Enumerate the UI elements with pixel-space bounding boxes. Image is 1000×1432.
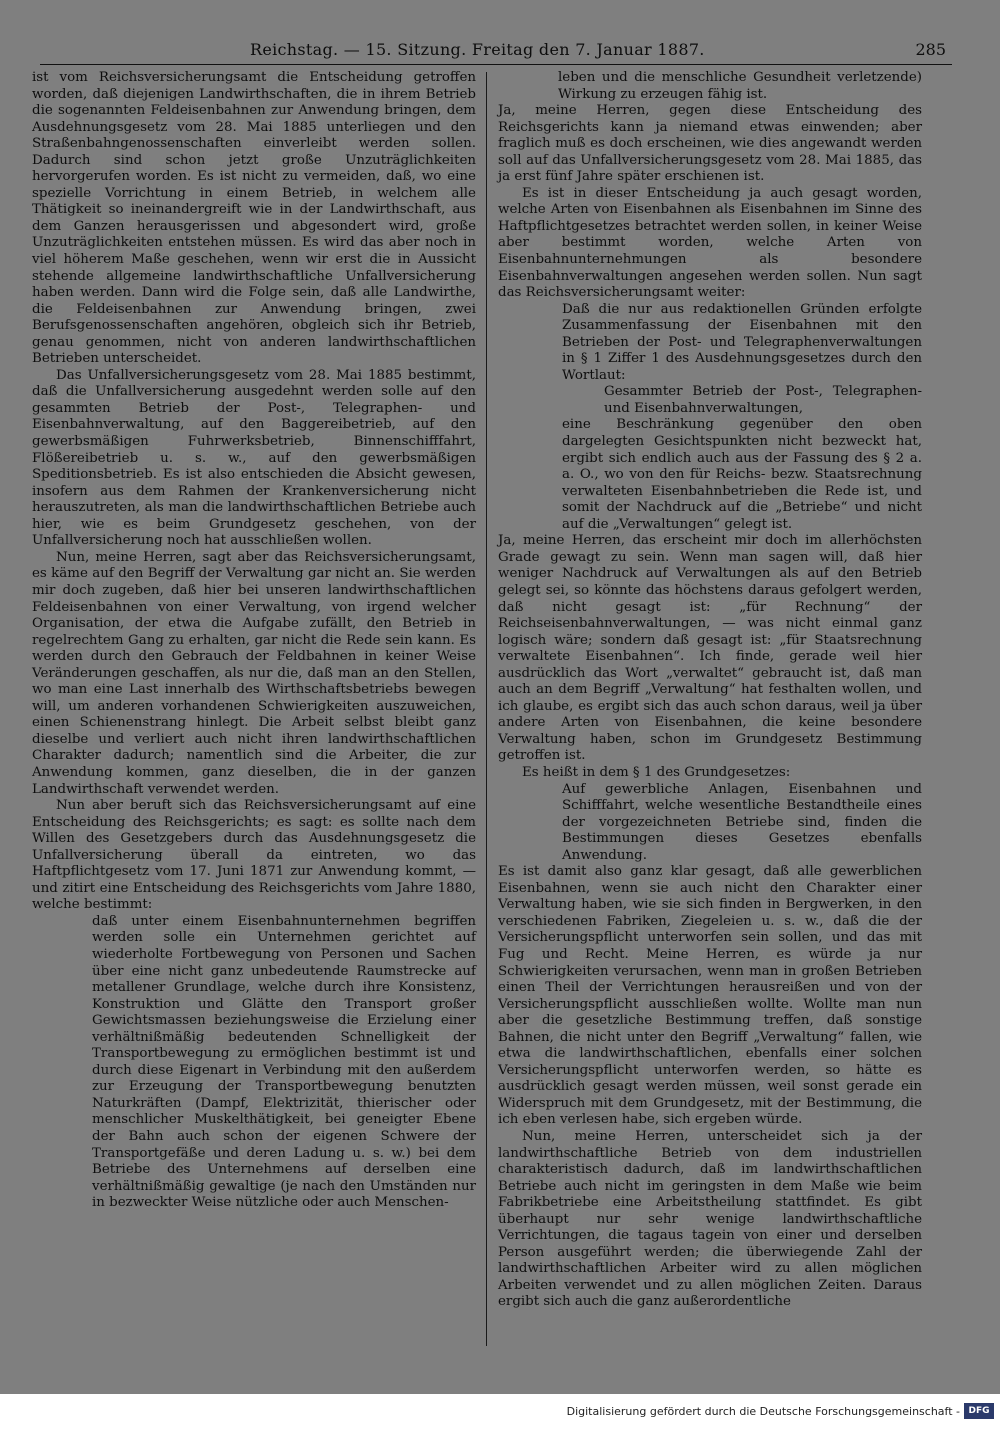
footer-bar <box>0 1394 1000 1432</box>
left-paragraph-3: Nun, meine Herren, sagt aber das Reichsversicherungsamt, es käme auf den Begriff der Verwaltung gar nicht an. Sie werden mir doch zugeben, daß hier bei unseren landwirthschaftlichen Feldeisenbahnen von einer Verwaltung, von irgend welcher Organisation, der etwa die Aufgabe zufällt, den Betrieb in regelrechtem Gang zu erhalten, gar nicht die Rede sein kann. Es werden durch den Gebrauch der Feldbahnen in keiner Weise Veränderungen geschaffen, als nur die, daß man an den Stellen, wo man eine Last innerhalb des Wirthschaftsbetriebs bewegen will, um anderen vorhandenen Schwierigkeiten auszuweichen, einen Schienenstrang hinlegt. Die Arbeit selbst bleibt ganz dieselbe und verliert auch nicht ihren landwirthschaftlichen Charakter dadurch; namentlich sind die Arbeiter, die zur Anwendung kommen, ganz dieselben, die in der ganzen Landwirthschaft verwendet werden. <box>32 549 476 797</box>
column-divider <box>486 72 487 1346</box>
left-paragraph-1: ist vom Reichsversicherungsamt die Entscheidung getroffen worden, daß diejenigen Landwirthschaften, die in ihrem Betrieb die sogenannten Feldeisenbahnen zur Anwendung bringen, dem Ausdehnungsgesetz vom 28. Mai 1885 unterliegen und den Straßenbahngenossenschaften einverleibt werden sollen. Dadurch sind schon jetzt große Unzuträglichkeiten hervorgerufen worden. Es ist nicht zu vermeiden, daß, wo eine spezielle Vorrichtung in einem Betrieb, in welchem alle Thätigkeit so ineinandergreift wie in der Landwirthschaft, aus dem Ganzen herausgerissen und abgesondert wird, große Unzuträglichkeiten entstehen müssen. Es wird das aber noch in viel höherem Maße geschehen, wenn wir erst die in Aussicht stehende allgemeine landwirthschaftliche Unfallversicherung haben werden. Dann wird die Folge sein, daß alle Landwirthe, die Feldeisenbahnen zur Anwendung bringen, zwei Berufsgenossenschaften angehören, obgleich sich ihr Betrieb, genau genommen, nicht von anderen landwirthschaftlichen Betrieben unterscheidet. <box>32 70 476 367</box>
right-quote-continuation: leben und die menschliche Gesundheit verletzende) Wirkung zu erzeugen fähig ist. <box>558 70 922 102</box>
right-paragraph-2: Es ist in dieser Entscheidung ja auch gesagt worden, welche Arten von Eisenbahnen als Eisenbahnen im Sinne des Haftpflichtgesetzes betrachtet werden sollen, in keiner Weise aber bestimmt worden, welche Arten von Eisenbahnunternehmungen als besondere Eisenbahnverwaltungen angesehen werden sollen. Nun sagt das Reichsversicherungsamt weiter: <box>498 185 922 301</box>
dfg-logo: DFG <box>964 1403 994 1419</box>
right-quote-3: Auf gewerbliche Anlagen, Eisenbahnen und Schifffahrt, welche wesentliche Bestandtheile eines der vorgezeichneten Betriebe sind, finden die Bestimmungen dieses Gesetzes ebenfalls Anwendung. <box>562 781 922 863</box>
right-paragraph-3: Ja, meine Herren, das erscheint mir doch im allerhöchsten Grade gewagt zu sein. Wenn man sagen will, daß hier weniger Nachdruck auf Verwaltungen als auf den Betrieb gelegt sei, so könnte das höchstens daraus gefolgert werden, daß nicht gesagt ist: „für Rechnung“ der Reichseisenbahnverwaltungen, — was nicht einmal ganz logisch wäre; sondern daß gesagt ist: „für Staatsrechnung verwaltete Eisenbahnen“. Ich finde, gerade weil hier ausdrücklich das Wort „verwaltet“ gebraucht ist, daß man auch an dem Begriff „Verwaltung“ hat festhalten wollen, und ich glaube, es ergibt sich das auch schon daraus, weil ja über andere Arten von Eisenbahnen, die keine besondere Verwaltung haben, schon im Grundgesetz Bestimmung getroffen ist. <box>498 533 922 764</box>
left-column <box>32 70 476 1212</box>
right-quote-2: eine Beschränkung gegenüber den oben dargelegten Gesichtspunkten nicht bezweckt hat, ergibt sich endlich auch aus der Fassung des § 2 a. a. O., wo von den für Reichs- bezw. Staatsrechnung verwalteten Eisenbahnbetrieben die Rede ist, und somit der Nachdruck auf die „Betriebe“ und nicht auf die „Verwaltungen“ gelegt ist. <box>562 417 922 532</box>
right-quote-1: Daß die nur aus redaktionellen Gründen erfolgte Zusammenfassung der Eisenbahnen mit den Betrieben der Post- und Telegraphenverwaltungen in § 1 Ziffer 1 des Ausdehnungsgesetzes durch den Wortlaut: <box>562 301 922 383</box>
page-header <box>40 36 952 65</box>
right-column <box>498 70 922 1311</box>
right-paragraph-5: Es ist damit also ganz klar gesagt, daß alle gewerblichen Eisenbahnen, wenn sie auch nicht den Charakter einer Verwaltung haben, wie sie sich finden in Bergwerken, in den verschiedenen Fabriken, Ziegeleien u. s. w., daß die der Versicherungspflicht unterworfen sein sollen, und das mit Fug und Recht. Meine Herren, es würde ja nur Schwierigkeiten verursachen, wenn man in großen Betrieben einen Theil der Verrichtungen herausreißen und von der Versicherungspflicht ausschließen wollte. Wollte man nun aber die gesetzliche Bestimmung treffen, daß sonstige Bahnen, die nicht unter den Begriff „Verwaltung“ fallen, wie etwa die landwirthschaftlichen, ebenfalls einer solchen Versicherungspflicht unterworfen werden, so hätte es ausdrücklich gesagt werden müssen, weil sonst gerade ein Widerspruch mit dem Grundgesetz, mit der Bestimmung, die ich eben verlesen habe, sich ergeben würde. <box>498 864 922 1128</box>
dfg-credit: Digitalisierung gefördert durch die Deutsche Forschungsgemeinschaft - <box>566 1405 960 1418</box>
left-paragraph-4: Nun aber beruft sich das Reichsversicherungsamt auf eine Entscheidung des Reichsgerichts; es sagt: es sollte nach dem Willen des Gesetzgebers durch das Ausdehnungsgesetz die Unfallversicherung überall da eintreten, wo das Haftpflichtgesetz vom 17. Juni 1871 zur Anwendung kommt, — und zitirt eine Entscheidung des Reichsgerichts vom Jahre 1880, welche bestimmt: <box>32 798 476 913</box>
left-paragraph-2: Das Unfallversicherungsgesetz vom 28. Mai 1885 bestimmt, daß die Unfallversicherung ausgedehnt werden solle auf den gesammten Betrieb der Post-, Telegraphen- und Eisenbahnverwaltung, auf den Baggereibetrieb, auf den gewerbsmäßigen Fuhrwerksbetrieb, Binnenschifffahrt, Flößereibetrieb u. s. w., auf den gewerbsmäßigen Speditionsbetrieb. Es ist also entschieden die Absicht gewesen, insofern aus dem Rahmen der Krankenversicherung nicht herauszutreten, als man die landwirthschaftlichen Betriebe auch hier, wie es beim Grundgesetz geschehen, von der Unfallversicherung noch hat ausschließen wollen. <box>32 367 476 549</box>
running-title: Reichstag. — 15. Sitzung. Freitag den 7. Januar 1887. <box>250 40 705 59</box>
page-number: 285 <box>915 40 946 59</box>
right-paragraph-4: Es heißt in dem § 1 des Grundgesetzes: <box>522 764 791 780</box>
left-quote-reichsgericht: daß unter einem Eisenbahnunternehmen begriffen werden solle ein Unternehmen gerichtet auf wiederholte Fortbewegung von Personen und Sachen über eine nicht ganz unbedeutende Raumstrecke auf metallener Grundlage, welche durch ihre Konsistenz, Konstruktion und Glätte den Transport großer Gewichtsmassen beziehungsweise die Erzielung einer verhältnißmäßig bedeutenden Schnelligkeit der Transportbewegung zu ermöglichen bestimmt ist und durch diese Eigenart in Verbindung mit den außerdem zur Erzeugung der Transportbewegung benutzten Naturkräften (Dampf, Elektrizität, thierischer oder menschlicher Muskelthätigkeit, bei geneigter Ebene der Bahn auch schon der eigenen Schwere der Transportgefäße und deren Ladung u. s. w.) bei dem Betriebe des Unternehmens auf derselben eine verhältnißmäßig gewaltige (je nach den Umständen nur in bezweckter Weise nützliche oder auch Menschen- <box>92 913 476 1211</box>
right-paragraph-6: Nun, meine Herren, unterscheidet sich ja der landwirthschaftliche Betrieb von dem industriellen charakteristisch dadurch, daß im landwirthschaftlichen Betriebe auch nicht im geringsten in dem Maße wie beim Fabrikbetriebe eine Arbeitstheilung stattfindet. Es gibt überhaupt nur sehr wenige landwirthschaftliche Verrichtungen, die tagaus tagein von einer und derselben Person ausgeführt werden; die überwiegende Zahl der landwirthschaftlichen Arbeiter wird zu allen möglichen Arbeiten verwendet und zu allen möglichen Zeiten. Daraus ergibt sich auch die ganz außerordentliche <box>498 1129 922 1310</box>
right-quote-nested: Gesammter Betrieb der Post-, Telegraphen- und Eisenbahnverwaltungen, <box>604 384 922 416</box>
right-paragraph-1: Ja, meine Herren, gegen diese Entscheidung des Reichsgerichts kann ja niemand etwas einwenden; aber fraglich muß es doch erscheinen, wie dies angewandt werden soll auf das Unfallversicherungsgesetz vom 28. Mai 1885, das ja erst fünf Jahre später erschienen ist. <box>498 103 922 185</box>
